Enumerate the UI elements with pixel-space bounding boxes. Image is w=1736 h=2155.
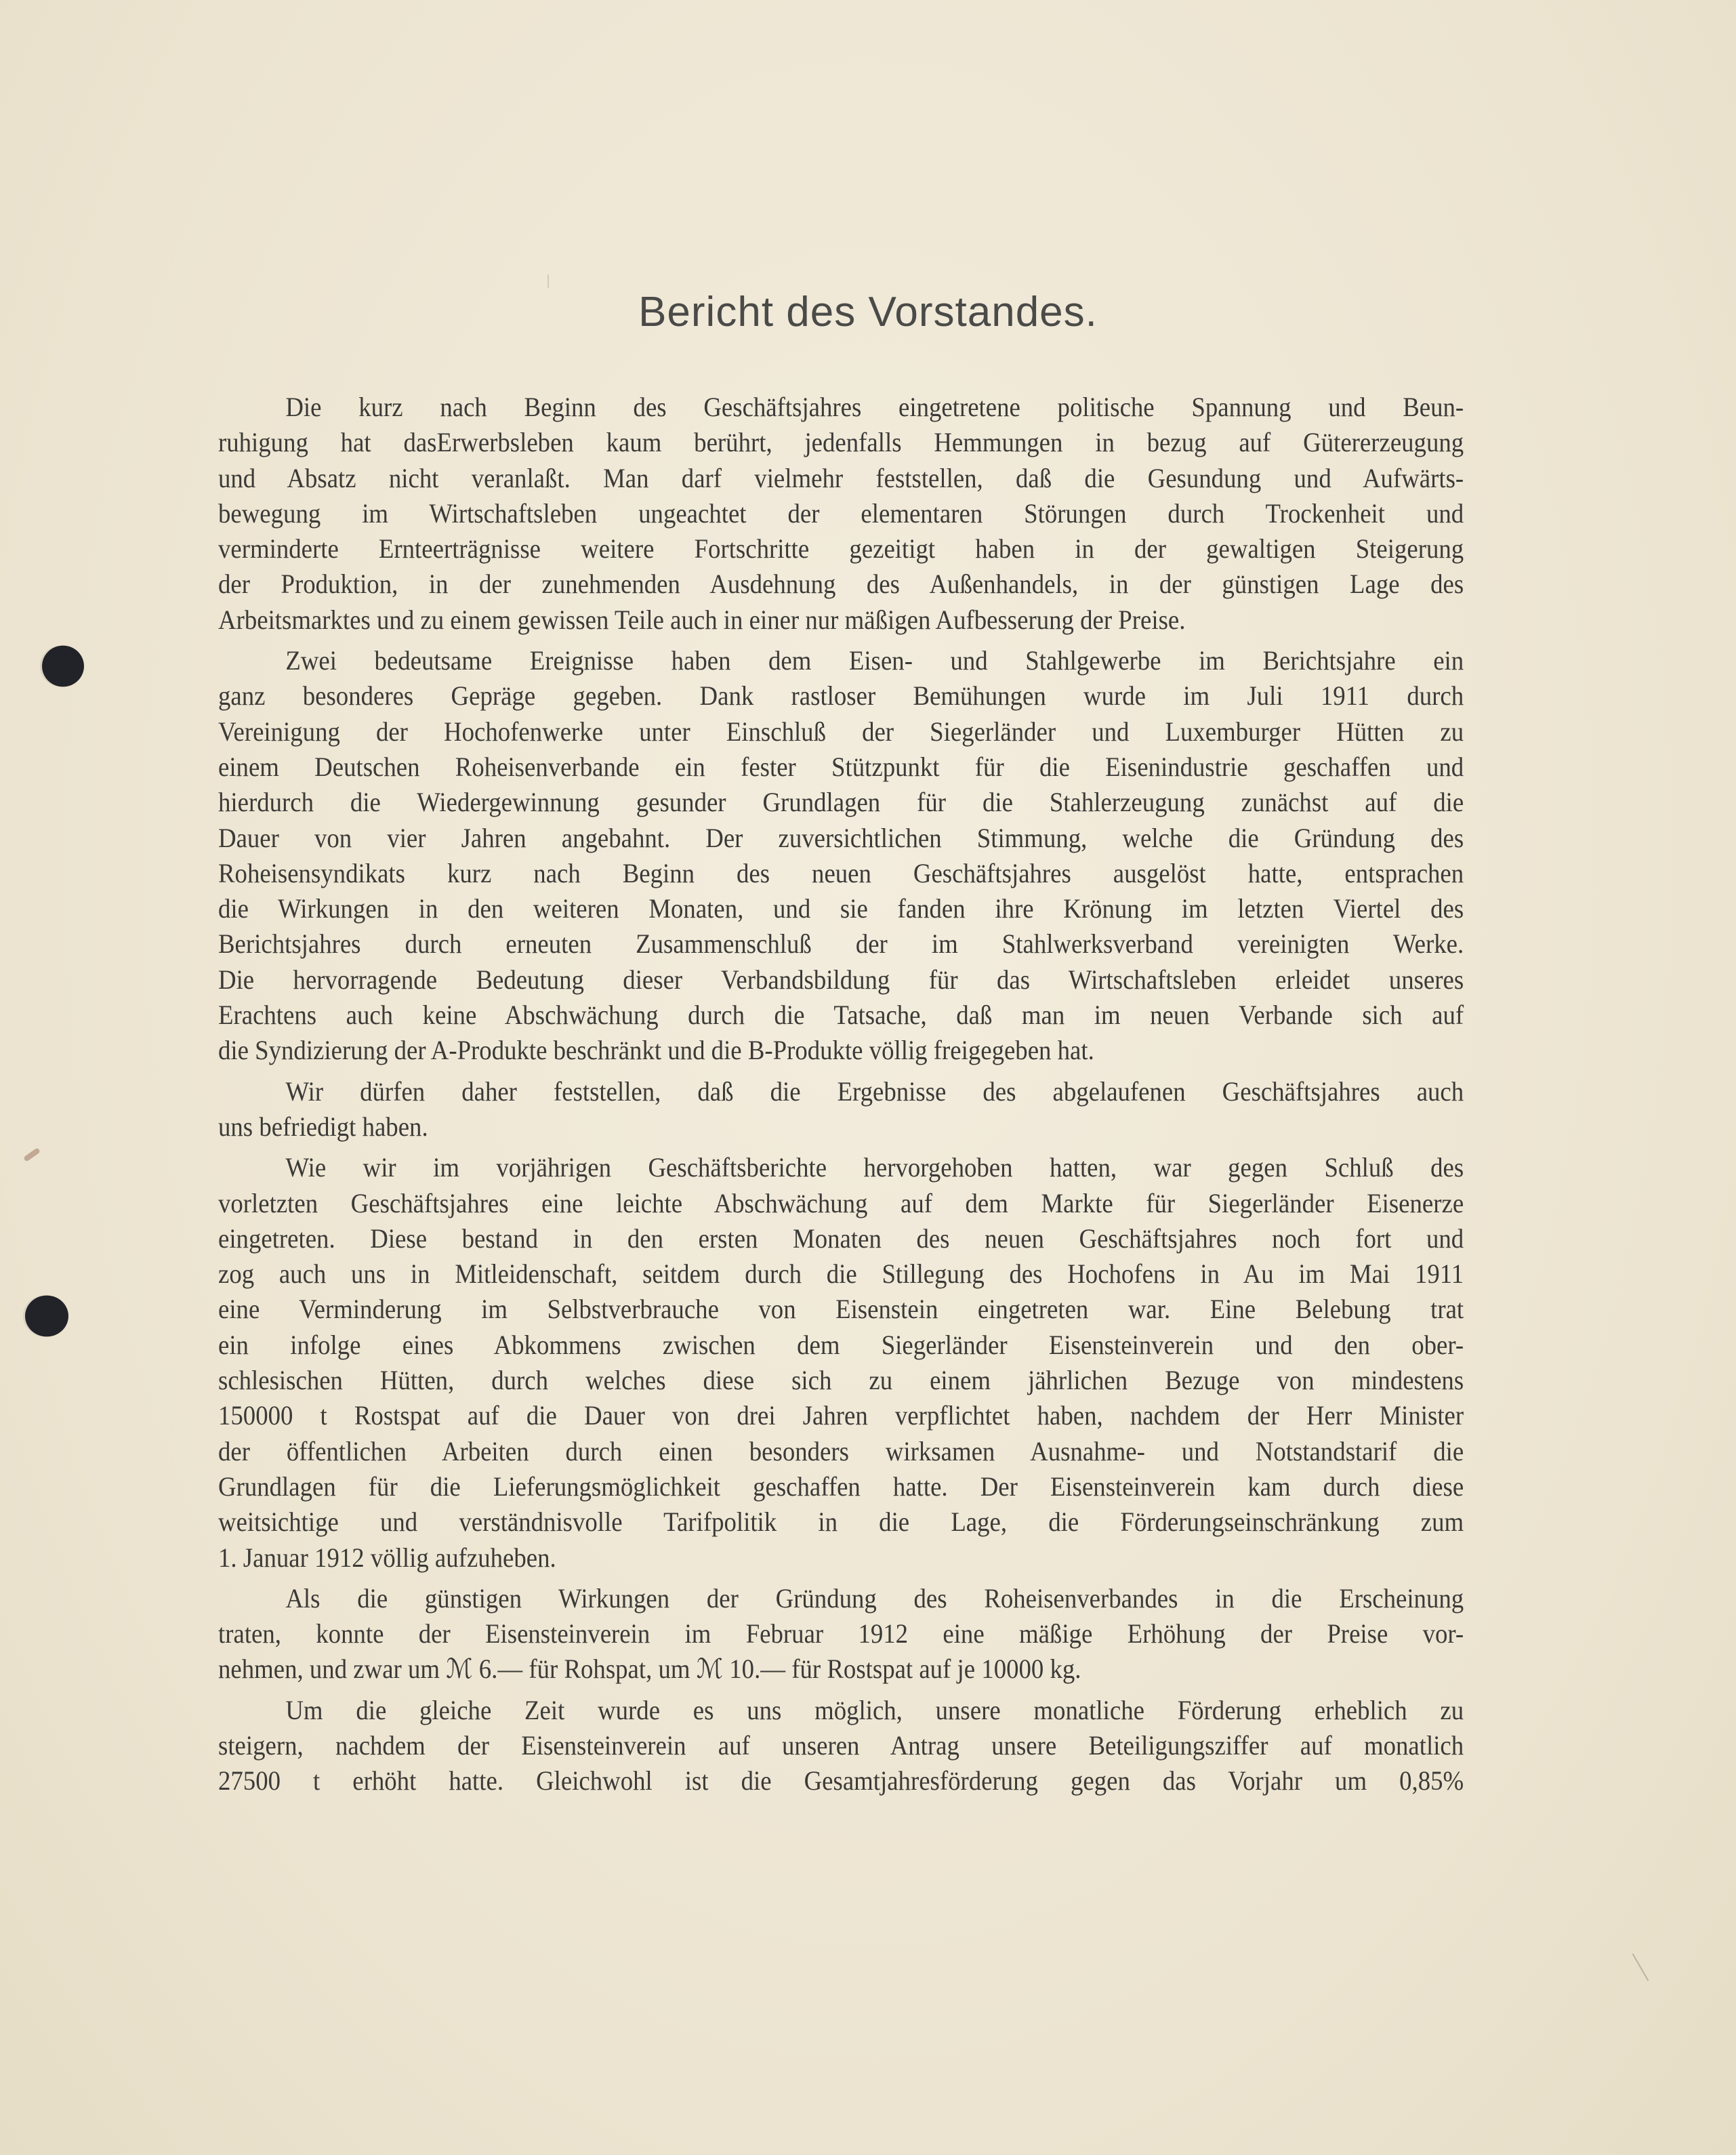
text-line: traten, konnte der Eisensteinverein im Februar 1912 eine mäßige Erhöhung der Preise vor- [218, 1618, 1464, 1649]
punch-hole-top [42, 646, 84, 687]
page-title: Bericht des Vorstandes. [638, 289, 1098, 335]
text-line: Erachtens auch keine Abschwächung durch die Tatsache, daß man im neuen Verbande sich auf [218, 1000, 1464, 1031]
text-line: eine Verminderung im Selbstverbrauche von Eisenstein eingetreten war. Eine Belebung trat [218, 1294, 1464, 1325]
text-line: uns befriedigt haben. [218, 1111, 428, 1142]
text-line: Die hervorragende Bedeutung dieser Verbandsbildung für das Wirtschaftsleben erleidet unseres [218, 964, 1464, 995]
text-line: nehmen, und zwar um ℳ 6.— für Rohspat, um ℳ 10.— für Rostspat auf je 10000 kg. [218, 1654, 1081, 1685]
text-line: Dauer von vier Jahren angebahnt. Der zuversichtlichen Stimmung, welche die Gründung des [218, 822, 1464, 853]
text-line: 1. Januar 1912 völlig aufzuheben. [218, 1542, 556, 1573]
text-line: ein infolge eines Abkommens zwischen dem Siegerländer Eisensteinverein und den ober- [218, 1329, 1464, 1360]
text-line: Zwei bedeutsame Ereignisse haben dem Eisen- und Stahlgewerbe im Berichtsjahre ein [285, 645, 1464, 676]
text-line: zog auch uns in Mitleidenschaft, seitdem durch die Stillegung des Hochofens in Au im Mai 1911 [218, 1258, 1464, 1290]
text-line: Wie wir im vorjährigen Geschäftsberichte hervorgehoben hatten, war gegen Schluß des [285, 1152, 1464, 1183]
text-line: die Wirkungen in den weiteren Monaten, und sie fanden ihre Krönung im letzten Viertel des [218, 893, 1464, 924]
text-line: ruhigung hat dasErwerbsleben kaum berührt, jedenfalls Hemmungen in bezug auf Gütererzeugung [218, 427, 1464, 458]
text-line: 27500 t erhöht hatte. Gleichwohl ist die Gesamtjahresförderung gegen das Vorjahr um 0,85% [218, 1765, 1464, 1797]
text-line: weitsichtige und verständnisvolle Tarifpolitik in die Lage, die Förderungseinschränkung zum [218, 1506, 1464, 1538]
paragraph [218, 1074, 1464, 1145]
paragraph [218, 1150, 1464, 1576]
text-line: ganz besonderes Gepräge gegeben. Dank rastloser Bemühungen wurde im Juli 1911 durch [218, 680, 1464, 712]
text-line: Vereinigung der Hochofenwerke unter Einschluß der Siegerländer und Luxemburger Hütten zu [218, 716, 1464, 747]
text-line: der öffentlichen Arbeiten durch einen besonders wirksamen Ausnahme- und Notstandstarif die [218, 1435, 1464, 1466]
paragraph [218, 390, 1464, 638]
text-line: Wir dürfen daher feststellen, daß die Ergebnisse des abgelaufenen Geschäftsjahres auch [285, 1075, 1464, 1107]
text-line: Roheisensyndikats kurz nach Beginn des neuen Geschäftsjahres ausgelöst hatte, entsprachen [218, 857, 1464, 888]
text-line: und Absatz nicht veranlaßt. Man darf vielmehr feststellen, daß die Gesundung und Aufwärts- [218, 462, 1464, 493]
text-line: der Produktion, in der zunehmenden Ausdehnung des Außenhandels, in der günstigen Lage des [218, 569, 1464, 600]
paper-speck [547, 274, 549, 288]
text-line: Als die günstigen Wirkungen der Gründung des Roheisenverbandes in die Erscheinung [285, 1582, 1464, 1614]
report-body [218, 390, 1464, 1805]
paragraph [218, 643, 1464, 1069]
text-line: schlesischen Hütten, durch welches diese sich zu einem jährlichen Bezuge von mindestens [218, 1365, 1464, 1396]
text-line: hierdurch die Wiedergewinnung gesunder Grundlagen für die Stahlerzeugung zunächst auf die [218, 787, 1464, 818]
punch-hole-bottom [25, 1296, 68, 1337]
text-line: Berichtsjahres durch erneuten Zusammenschluß der im Stahlwerksverband vereinigten Werke. [218, 928, 1464, 960]
text-line: vorletzten Geschäftsjahres eine leichte Abschwächung auf dem Markte für Siegerländer Eisenerze [218, 1187, 1464, 1218]
text-line: Die kurz nach Beginn des Geschäftsjahres eingetretene politische Spannung und Beun- [285, 392, 1464, 422]
paragraph [218, 1693, 1464, 1799]
text-line: steigern, nachdem der Eisensteinverein auf unseren Antrag unsere Beteiligungsziffer auf monatlich [218, 1729, 1464, 1761]
text-line: einem Deutschen Roheisenverbande ein fester Stützpunkt für die Eisenindustrie geschaffen und [218, 751, 1464, 782]
paper-scratch [1632, 1954, 1649, 1982]
text-line: Arbeitsmarktes und zu einem gewissen Teile auch in einer nur mäßigen Aufbesserung der Preise. [218, 604, 1186, 635]
text-line: verminderte Ernteerträgnisse weitere Fortschritte gezeitigt haben in der gewaltigen Steigerung [218, 533, 1464, 565]
text-line: bewegung im Wirtschaftsleben ungeachtet der elementaren Störungen durch Trockenheit und [218, 497, 1464, 529]
text-line: eingetreten. Diese bestand in den ersten Monaten des neuen Geschäftsjahres noch fort und [218, 1223, 1464, 1254]
text-line: die Syndizierung der A-Produkte beschränkt und die B-Produkte völlig freigegeben hat. [218, 1035, 1094, 1066]
text-line: Grundlagen für die Lieferungsmöglichkeit geschaffen hatte. Der Eisensteinverein kam durch diese [218, 1471, 1464, 1502]
text-line: Um die gleiche Zeit wurde es uns möglich, unsere monatliche Förderung erheblich zu [285, 1694, 1464, 1725]
text-line: 150000 t Rostspat auf die Dauer von drei Jahren verpflichtet haben, nachdem der Herr Minister [218, 1400, 1464, 1431]
margin-mark [23, 1147, 41, 1162]
paragraph [218, 1581, 1464, 1687]
